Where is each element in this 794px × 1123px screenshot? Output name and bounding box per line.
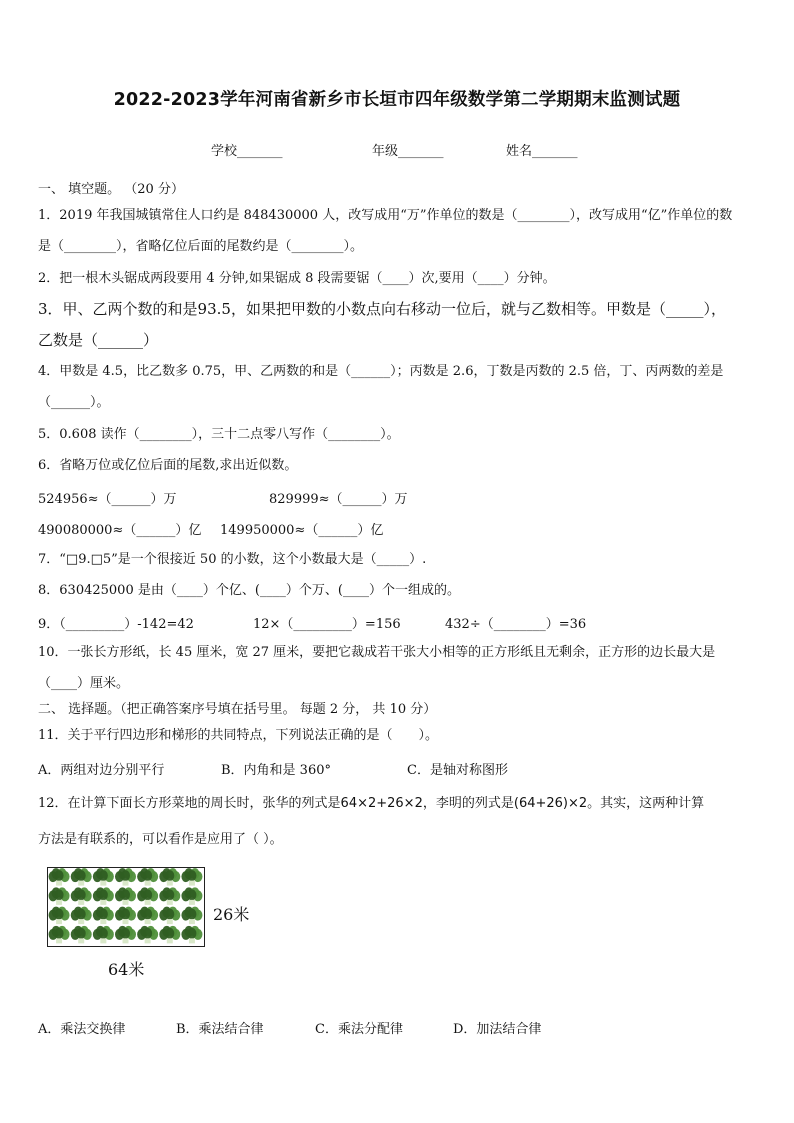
cabbage-icon (71, 887, 92, 905)
cabbage-icon (159, 907, 180, 925)
question-9-item-2: 12×（_________）=156 (253, 617, 401, 632)
question-11-option-c: C．是轴对称图形 (407, 763, 508, 778)
question-4-line-2: （______）。 (38, 395, 110, 410)
section-2-heading: 二、 选择题。（把正确答案序号填在括号里。 每题 2 分， 共 10 分） (38, 702, 437, 717)
question-10-line-1: 10．一张长方形纸，长 45 厘米，宽 27 厘米，要把它裁成若干张大小相等的正方形纸且无剩余，正方形的边长最大是 (38, 645, 716, 660)
question-12-text-3: 。其实，这两种计算 (587, 796, 705, 811)
cabbage-icon (137, 926, 158, 944)
cabbage-icon (137, 907, 158, 925)
figure-height-label: 26米 (213, 905, 250, 924)
cabbage-icon (115, 926, 136, 944)
question-9-item-1: 9．（_________）-142=42 (38, 617, 194, 632)
question-5: 5．0.608 读作（________），三十二点零八写作（________）。 (38, 427, 400, 442)
question-3-line-1: 3．甲、乙两个数的和是93.5，如果把甲数的小数点向右移动一位后，就与乙数相等。甲数是（_____）， (38, 300, 726, 318)
question-6-item-1: 524956≈（______）万 (38, 492, 177, 507)
question-12-option-b: B．乘法结合律 (176, 1022, 264, 1037)
question-9-item-3: 432÷（________）=36 (445, 617, 587, 632)
cabbage-icon (181, 868, 202, 886)
question-6: 6．省略万位或亿位后面的尾数,求出近似数。 (38, 458, 298, 473)
question-12-text-2: ，李明的列式是 (422, 796, 514, 811)
question-12-line-1 (38, 795, 704, 813)
grade-field: 年级_______ (372, 144, 444, 159)
cabbage-icon (49, 868, 70, 886)
cabbage-icon (159, 887, 180, 905)
question-3-line-2: 乙数是（______） (38, 331, 159, 349)
question-6-item-4: 149950000≈（______）亿 (220, 523, 384, 538)
question-1-line-1: 1．2019 年我国城镇常住人口约是 848430000 人，改写成用“万”作单位的数是（________），改写成用“亿”作单位的数 (38, 208, 733, 223)
vegetable-field-figure (47, 867, 205, 947)
cabbage-icon (49, 907, 70, 925)
school-field: 学校_______ (211, 144, 283, 159)
question-12-option-a: A．乘法交换律 (38, 1022, 126, 1037)
vegetable-grid (48, 868, 203, 945)
question-10-line-2: （____）厘米。 (38, 676, 130, 691)
cabbage-icon (137, 887, 158, 905)
cabbage-icon (93, 868, 114, 886)
formula-liming: (64+26)×2 (513, 796, 588, 811)
cabbage-icon (71, 868, 92, 886)
cabbage-icon (181, 926, 202, 944)
question-2: 2．把一根木头锯成两段要用 4 分钟,如果锯成 8 段需要锯（____）次,要用（____）分钟。 (38, 271, 556, 286)
cabbage-icon (49, 926, 70, 944)
cabbage-icon (71, 907, 92, 925)
question-1-line-2: 是（________），省略亿位后面的尾数约是（________）。 (38, 239, 364, 254)
question-6-item-2: 829999≈（______）万 (269, 492, 408, 507)
cabbage-icon (93, 907, 114, 925)
question-6-item-3: 490080000≈（______）亿 (38, 523, 202, 538)
cabbage-icon (159, 868, 180, 886)
cabbage-icon (159, 926, 180, 944)
name-field: 姓名_______ (506, 144, 578, 159)
question-11: 11．关于平行四边形和梯形的共同特点，下列说法正确的是（ ）。 (38, 728, 439, 743)
question-12-text-1: 12．在计算下面长方形菜地的周长时，张华的列式是 (38, 796, 341, 811)
question-12-line-2: 方法是有联系的，可以看作是应用了（ ）。 (38, 832, 283, 847)
page-title: 2022-2023学年河南省新乡市长垣市四年级数学第二学期期末监测试题 (113, 90, 681, 110)
cabbage-icon (93, 926, 114, 944)
figure-width-label: 64米 (108, 960, 145, 979)
cabbage-icon (71, 926, 92, 944)
formula-zhanghua: 64×2+26×2 (340, 796, 423, 811)
cabbage-icon (49, 887, 70, 905)
question-11-option-b: B．内角和是 360° (221, 763, 331, 778)
cabbage-icon (115, 868, 136, 886)
cabbage-icon (181, 887, 202, 905)
question-4-line-1: 4．甲数是 4.5，比乙数多 0.75，甲、乙两数的和是（______）；丙数是 2.6，丁数是丙数的 2.5 倍，丁、丙两数的差是 (38, 364, 724, 379)
cabbage-icon (137, 868, 158, 886)
question-8: 8．630425000 是由（____）个亿、(____）个万、(____）个一组成的。 (38, 583, 460, 598)
cabbage-icon (115, 887, 136, 905)
question-7: 7．“□9.□5”是一个很接近 50 的小数，这个小数最大是（_____）. (38, 552, 427, 567)
question-11-option-a: A．两组对边分别平行 (38, 763, 165, 778)
question-12-option-c: C．乘法分配律 (315, 1022, 403, 1037)
section-1-heading: 一、 填空题。 （20 分） (38, 182, 184, 197)
cabbage-icon (115, 907, 136, 925)
cabbage-icon (93, 887, 114, 905)
question-12-option-d: D．加法结合律 (453, 1022, 542, 1037)
cabbage-icon (181, 907, 202, 925)
